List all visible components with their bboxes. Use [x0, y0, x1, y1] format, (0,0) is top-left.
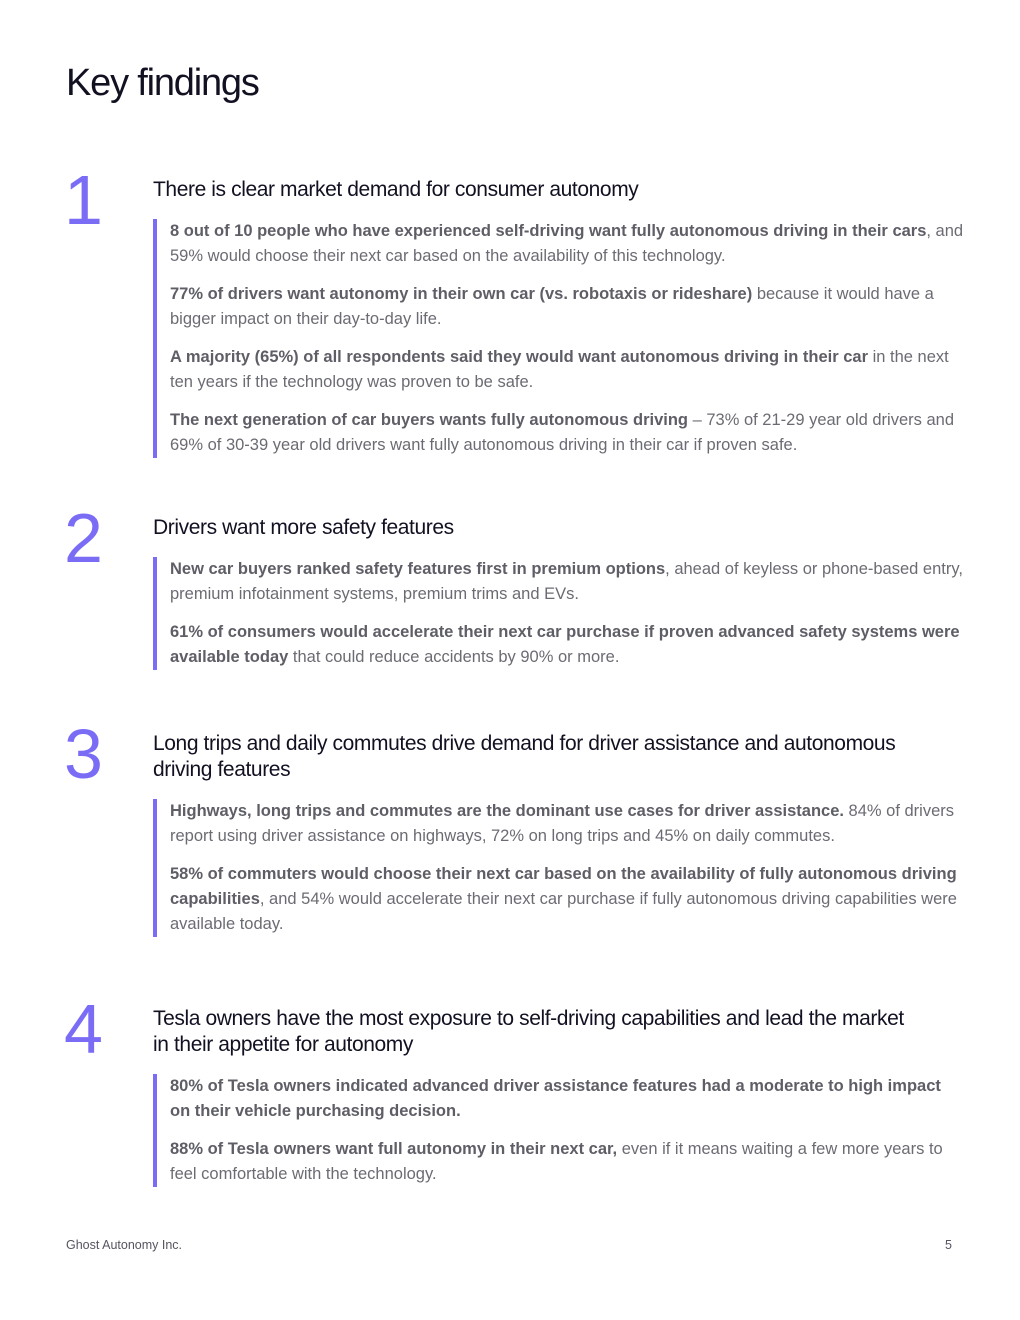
finding-points	[153, 799, 965, 937]
finding-point	[170, 1137, 965, 1187]
point-text: because it would have a bigger impact on their day-to-day life.	[170, 285, 934, 328]
finding-points	[153, 219, 965, 458]
point-text: in the next ten years if the technology was proven to be safe.	[170, 348, 949, 391]
point-text: , and 54% would accelerate their next car purchase if fully autonomous driving capabilities were available today.	[170, 890, 957, 933]
finding-points	[153, 1074, 965, 1187]
finding-point	[170, 557, 965, 607]
finding-points	[153, 557, 965, 670]
point-bold-text: Highways, long trips and commutes are the dominant use cases for driver assistance.	[170, 802, 844, 820]
finding-point	[170, 219, 965, 269]
point-text: – 73% of 21-29 year old drivers and 69% of 30-39 year old drivers want fully autonomous driving in their car if proven safe.	[170, 411, 954, 454]
point-text: , and 59% would choose their next car based on the availability of this technology.	[170, 222, 964, 265]
finding-heading: Long trips and daily commutes drive demand for driver assistance and autonomous driving features	[153, 732, 896, 781]
page-title: Key findings	[66, 62, 259, 104]
finding-number: 4	[64, 990, 103, 1068]
finding-point	[170, 345, 965, 395]
finding-heading: Tesla owners have the most exposure to self-driving capabilities and lead the market in their appetite for autonomy	[153, 1007, 904, 1056]
footer-page-number: 5	[945, 1238, 952, 1252]
point-bold-text: New car buyers ranked safety features first in premium options	[170, 560, 666, 578]
footer-company-name: Ghost Autonomy Inc.	[66, 1238, 183, 1252]
finding-point	[170, 799, 965, 849]
point-text: even if it means waiting a few more years to feel comfortable with the technology.	[170, 1140, 943, 1183]
point-bold-text: 61% of consumers would accelerate their next car purchase if proven advanced safety systems were available today	[170, 623, 960, 666]
finding-point	[170, 1074, 965, 1124]
finding-heading: Drivers want more safety features	[153, 516, 454, 539]
finding-point	[170, 862, 965, 937]
point-bold-text: A majority (65%) of all respondents said they would want autonomous driving in their car	[170, 348, 868, 366]
finding-number: 2	[64, 499, 103, 577]
point-text: 84% of drivers report using driver assistance on highways, 72% on long trips and 45% on daily commutes.	[170, 802, 955, 845]
point-bold-text: 8 out of 10 people who have experienced self-driving want fully autonomous driving in their cars	[170, 222, 927, 240]
point-bold-text: The next generation of car buyers wants fully autonomous driving	[170, 411, 688, 429]
point-bold-text: 77% of drivers want autonomy in their own car (vs. robotaxis or rideshare)	[170, 285, 753, 303]
point-bold-text: 80% of Tesla owners indicated advanced driver assistance features had a moderate to high impact on their vehicle purchasing decision.	[170, 1077, 941, 1120]
finding-heading: There is clear market demand for consumer autonomy	[153, 178, 639, 201]
point-bold-text: 58% of commuters would choose their next car based on the availability of fully autonomous driving capabilities	[170, 865, 957, 908]
finding-point	[170, 620, 965, 670]
finding-point	[170, 282, 965, 332]
point-text: that could reduce accidents by 90% or more.	[288, 648, 620, 666]
finding-point	[170, 408, 965, 458]
finding-number: 1	[64, 161, 103, 239]
point-text: , ahead of keyless or phone-based entry, premium infotainment systems, premium trims and EVs.	[170, 560, 963, 603]
point-bold-text: 88% of Tesla owners want full autonomy in their next car,	[170, 1140, 618, 1158]
finding-number: 3	[64, 715, 103, 793]
